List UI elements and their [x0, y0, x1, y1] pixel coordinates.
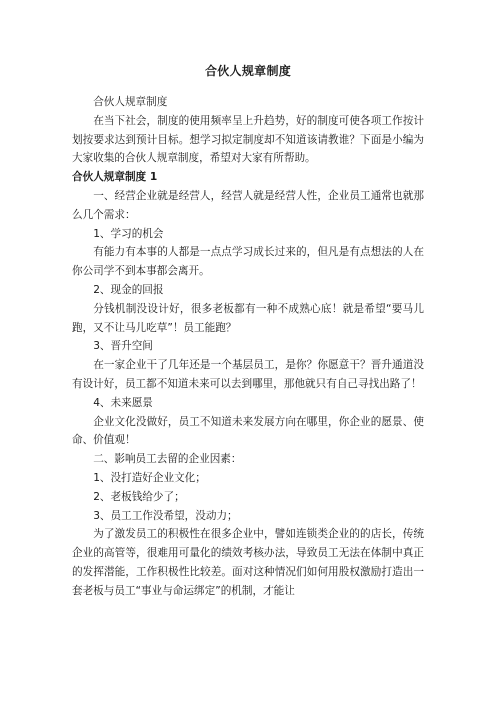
- paragraph: 分钱机制没设计好，很多老板都有一种不成熟心底！就是希望“要马儿跑，又不让马儿吃草”！员工能跑？: [72, 302, 424, 334]
- paragraph-intro: 在当下社会，制度的使用频率呈上升趋势，好的制度可使各项工作按计划按要求达到预计目标。想学习拟定制度却不知道该请教谁？下面是小编为大家收集的合伙人规章制度，希望对大家有所帮助。: [72, 114, 424, 165]
- paragraph: 在一家企业干了几年还是一个基层员工，是你？你愿意干？晋升通道没有设计好，员工都不知道未来可以去到哪里，那他就只有自己寻找出路了！: [72, 359, 424, 390]
- list-item: 3、晋升空间: [93, 340, 153, 353]
- document-body: [72, 93, 424, 601]
- list-item: 3、员工工作没希望，没动力；: [93, 509, 238, 522]
- list-item: 2、老板钱给少了；: [93, 490, 185, 503]
- section-heading: 合伙人规章制度 1: [72, 171, 158, 184]
- paragraph: 企业文化没做好，员工不知道未来发展方向在哪里，你企业的愿景、使命、价值观！: [72, 415, 424, 447]
- paragraph: 一、经营企业就是经营人，经营人就是经营人性，企业员工通常也就那么几个需求：: [72, 189, 424, 221]
- list-item: 1、没打造好企业文化；: [93, 471, 206, 484]
- list-item: 4、未来愿景: [93, 396, 153, 409]
- paragraph: 为了激发员工的积极性在很多企业中，譬如连锁类企业的的店长，传统企业的高管等，很难用可量化的绩效考核办法，导致员工无法在体制中真正的发挥潜能，工作积极性比较差。面对这种情况们如何用股权激励打造出一套老板与员工“事业与命运绑定”的机制，才能让: [72, 528, 424, 597]
- paragraph-heading: 合伙人规章制度: [93, 96, 168, 108]
- paragraph: 有能力有本事的人都是一点点学习成长过来的，但凡是有点想法的人在你公司学不到本事都会离开。: [72, 246, 424, 278]
- document-title: 合伙人规章制度: [204, 64, 292, 78]
- list-item: 1、学习的机会: [93, 227, 164, 240]
- list-item: 2、现金的回报: [93, 283, 164, 296]
- paragraph: 二、影响员工去留的企业因素：: [93, 453, 242, 466]
